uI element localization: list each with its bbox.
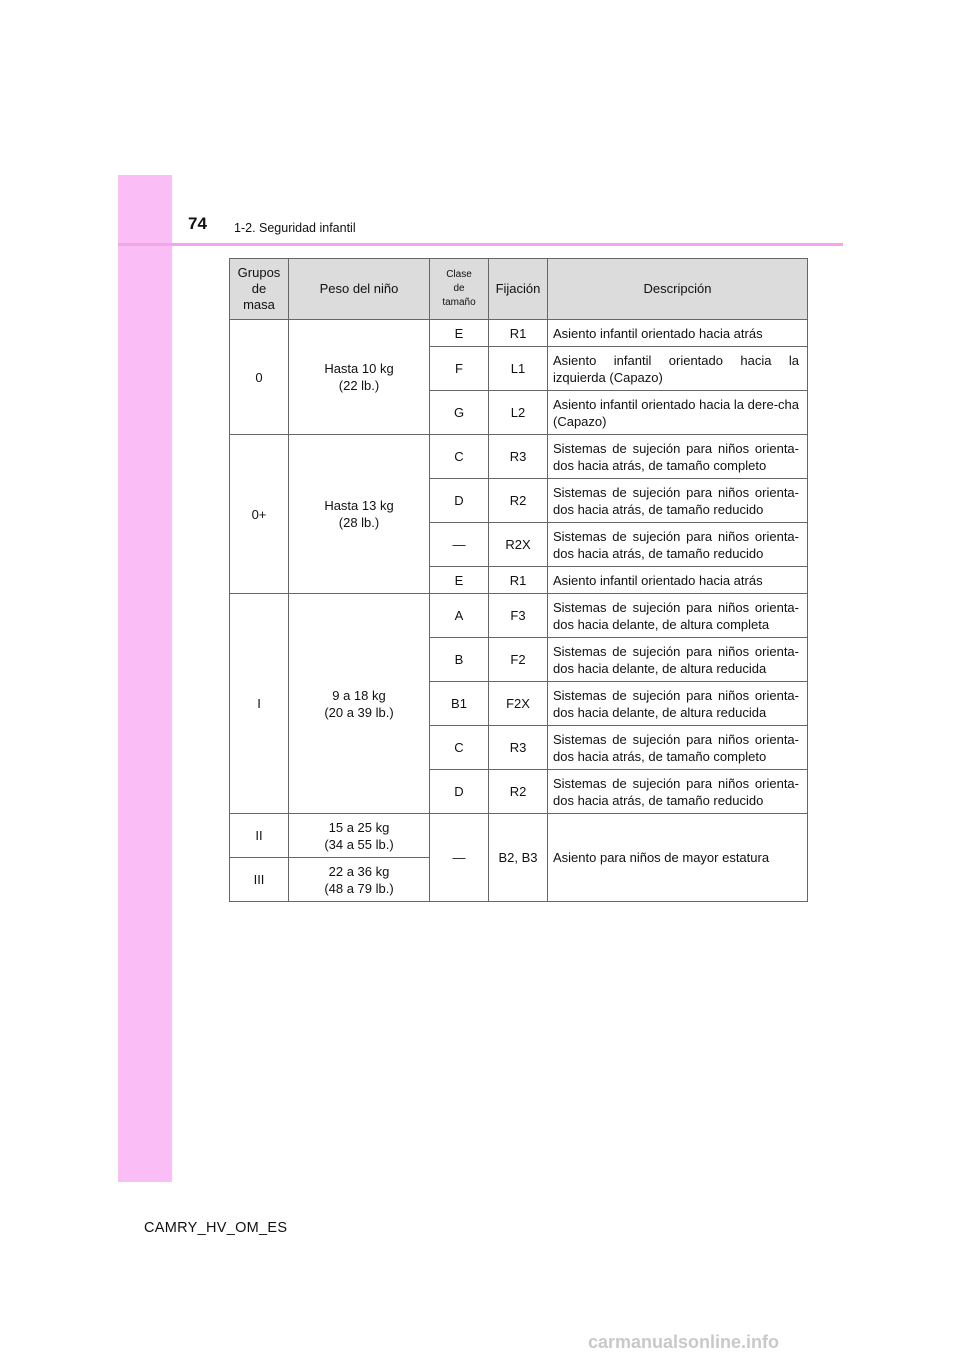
header-rule xyxy=(118,243,843,246)
description-cell: Sistemas de sujeción para niños orienta-dos hacia atrás, de tamaño reducido xyxy=(548,523,808,567)
size-class-cell: D xyxy=(430,770,489,814)
description-cell: Sistemas de sujeción para niños orienta-dos hacia delante, de altura reducida xyxy=(548,682,808,726)
weight-cell xyxy=(289,814,430,858)
table-row xyxy=(230,594,808,638)
weight-line: 15 a 25 kg xyxy=(328,819,390,835)
size-class-cell: B1 xyxy=(430,682,489,726)
description-cell: Sistemas de sujeción para niños orienta-dos hacia atrás, de tamaño reducido xyxy=(548,770,808,814)
fixation-cell: R2 xyxy=(489,770,548,814)
fixation-cell: L1 xyxy=(489,347,548,391)
header-mass-group xyxy=(230,259,289,320)
size-class-cell: F xyxy=(430,347,489,391)
weight-line: (20 a 39 lb.) xyxy=(324,704,394,720)
weight-cell xyxy=(289,320,430,435)
description-cell: Sistemas de sujeción para niños orienta-dos hacia atrás, de tamaño completo xyxy=(548,726,808,770)
fixation-cell: F2 xyxy=(489,638,548,682)
description-cell: Asiento infantil orientado hacia la izquierda (Capazo) xyxy=(548,347,808,391)
side-tab-bar xyxy=(118,175,172,1182)
header-size-class xyxy=(430,259,489,320)
weight-line: (48 a 79 lb.) xyxy=(324,880,394,896)
header-child-weight: Peso del niño xyxy=(289,259,430,320)
table-row xyxy=(230,435,808,479)
section-title: 1-2. Seguridad infantil xyxy=(234,221,356,235)
weight-line: 22 a 36 kg xyxy=(328,863,390,879)
weight-line: Hasta 10 kg xyxy=(324,361,394,376)
child-seat-size-table xyxy=(229,258,808,902)
description-cell: Asiento infantil orientado hacia la dere-cha (Capazo) xyxy=(548,391,808,435)
table-row xyxy=(230,814,808,858)
group-cell: III xyxy=(230,858,289,902)
group-cell: 0 xyxy=(230,320,289,435)
size-class-cell: C xyxy=(430,435,489,479)
header-mass-group-l2: de xyxy=(251,281,267,296)
weight-line: (34 a 55 lb.) xyxy=(324,836,394,852)
description-cell: Sistemas de sujeción para niños orienta-dos hacia atrás, de tamaño completo xyxy=(548,435,808,479)
size-class-cell: E xyxy=(430,567,489,594)
header-size-class-l3: tamaño xyxy=(442,297,476,308)
group-cell: I xyxy=(230,594,289,814)
weight-line: 9 a 18 kg xyxy=(332,687,386,703)
fixation-cell: L2 xyxy=(489,391,548,435)
table-header-row xyxy=(230,259,808,320)
header-description: Descripción xyxy=(548,259,808,320)
size-class-cell: — xyxy=(430,523,489,567)
fixation-cell: B2, B3 xyxy=(489,814,548,902)
weight-cell xyxy=(289,435,430,594)
fixation-cell: R3 xyxy=(489,435,548,479)
size-class-cell: — xyxy=(430,814,489,902)
fixation-cell: R3 xyxy=(489,726,548,770)
header-size-class-l1: Clase xyxy=(446,269,472,280)
weight-line: (22 lb.) xyxy=(338,378,380,393)
fixation-cell: R2 xyxy=(489,479,548,523)
description-cell: Sistemas de sujeción para niños orienta-dos hacia atrás, de tamaño reducido xyxy=(548,479,808,523)
description-cell: Sistemas de sujeción para niños orienta-dos hacia delante, de altura completa xyxy=(548,594,808,638)
weight-line: (28 lb.) xyxy=(338,515,380,530)
header-mass-group-l1: Grupos xyxy=(237,265,281,280)
footer-code: CAMRY_HV_OM_ES xyxy=(144,1220,288,1236)
weight-line: Hasta 13 kg xyxy=(324,498,394,513)
page-number: 74 xyxy=(188,214,207,233)
table-row xyxy=(230,320,808,347)
group-cell: II xyxy=(230,814,289,858)
description-cell: Sistemas de sujeción para niños orienta-dos hacia delante, de altura reducida xyxy=(548,638,808,682)
fixation-cell: F3 xyxy=(489,594,548,638)
size-class-cell: B xyxy=(430,638,489,682)
watermark: carmanualsonline.info xyxy=(588,1332,780,1352)
size-class-cell: C xyxy=(430,726,489,770)
size-class-cell: G xyxy=(430,391,489,435)
size-class-cell: E xyxy=(430,320,489,347)
fixation-cell: R1 xyxy=(489,567,548,594)
size-class-cell: D xyxy=(430,479,489,523)
weight-cell xyxy=(289,594,430,814)
weight-cell xyxy=(289,858,430,902)
fixation-cell: R2X xyxy=(489,523,548,567)
fixation-cell: R1 xyxy=(489,320,548,347)
fixation-cell: F2X xyxy=(489,682,548,726)
description-cell: Asiento infantil orientado hacia atrás xyxy=(548,567,808,594)
size-class-cell: A xyxy=(430,594,489,638)
description-cell: Asiento para niños de mayor estatura xyxy=(548,814,808,902)
header-fixation: Fijación xyxy=(489,259,548,320)
header-size-class-l2: de xyxy=(453,283,465,294)
header-mass-group-l3: masa xyxy=(243,297,275,312)
group-cell: 0+ xyxy=(230,435,289,594)
description-cell: Asiento infantil orientado hacia atrás xyxy=(548,320,808,347)
